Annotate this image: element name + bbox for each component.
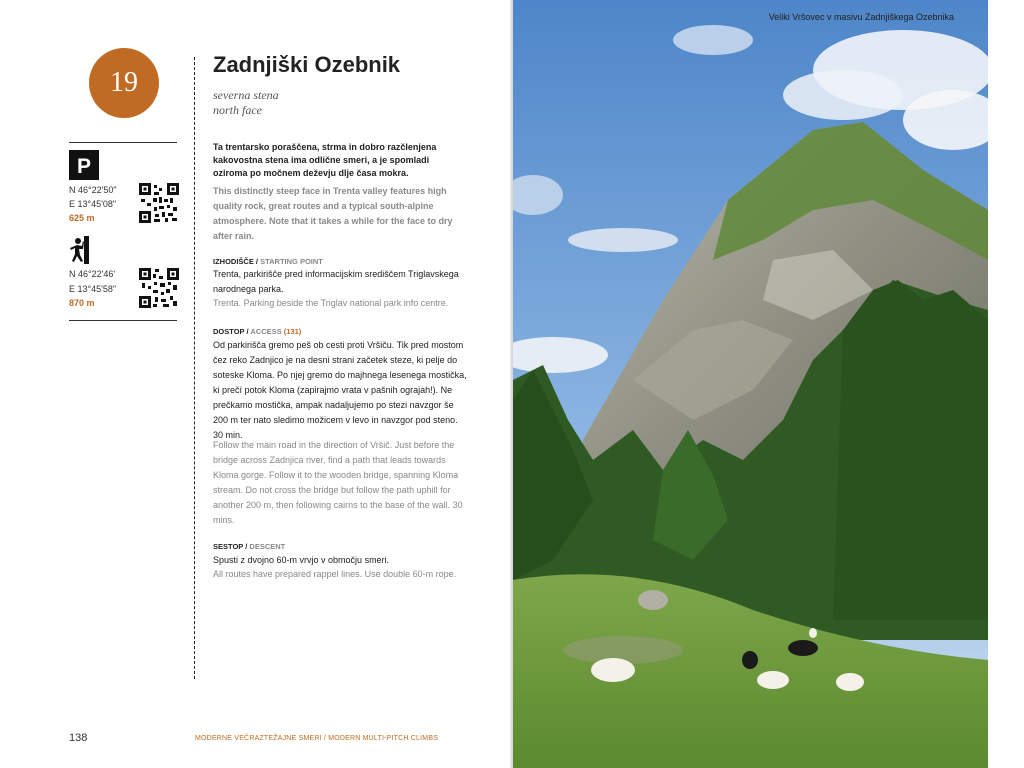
subtitle-sl: severna stena [213,88,279,102]
route-title: Zadnjiški Ozebnik [213,52,401,77]
access-heading-en: ACCESS [248,327,284,336]
access-heading [213,327,301,336]
descent-text-en: All routes have prepared rappel lines. Use double 60-m rope. [213,569,457,579]
footer-section [195,735,438,742]
climb-longitude: E 13°45'58" [69,284,117,294]
climb-latitude: N 46°22'46' [69,269,116,279]
parking-icon [69,150,99,180]
climber-icon [69,236,89,264]
parking-altitude: 625 m [69,213,95,223]
parking-latitude: N 46°22'50" [69,185,117,195]
parking-longitude: E 13°45'08" [69,199,117,209]
divider-bottom [69,320,177,321]
footer-section-en: MODERN MULTI-PITCH CLIMBS [328,735,439,742]
route-number-badge: 19 [89,48,159,118]
starting-point-heading [213,257,323,266]
climb-altitude: 870 m [69,298,95,308]
starting-point-heading-en: STARTING POINT [258,257,323,266]
mountain-photo [513,0,988,768]
parking-label: P [76,155,92,178]
starting-point-text-en: Trenta. Parking beside the Triglav national park info centre. [213,298,449,308]
starting-point-heading-sl: IZHODIŠČE / [213,257,259,266]
vertical-dashed-divider [194,57,195,679]
access-text-sl: Od parkirišča gremo peš ob cesti proti Vršiču. Tik pred mostom čez reko Zadnjico je na desni strani začetek steze, ki pelje do soteske Kloma. Po njej gremo do majhnega lesenega mostička, ki prečí potok Kloma (zapirajmo vrata v pašnih ograjah!). Ne prečkamo mostička, ampak nadaljujemo po stezi navzgor še 200 m ter nato sledimo možicem v levo in navzgor pod steno. 30 min. [213,340,467,440]
intro-text-en: This distinctly steep face in Trenta valley features high quality rock, great routes and a typical south-alpine atmosphere. Note that it takes a while for the face to dry after rain. [213,186,453,241]
divider-top [69,142,177,143]
descent-heading-en: DESCENT [247,542,286,551]
descent-text-sl: Spusti z dvojno 60-m vrvjo v območju smeri. [213,555,390,565]
descent-heading-sl: SESTOP / [213,542,248,551]
descent-heading [213,542,285,551]
access-text-en: Follow the main road in the direction of Vršič. Just before the bridge across Zadnjica river, find a path that leads towards Kloma gorge. Follow it to the wooden bridge, spanning Kloma stream. Do not cross the bridge but follow the path uphill for another 200 m, then following cairns to the base of the wall. 30 mins. [213,440,463,525]
intro-text-sl: Ta trentarsko poraščena, strma in dobro razčlenjena kakovostna stena ima odlične smeri, a je spomladi oziroma po močnem deževju dlje časa mokra. [213,142,437,178]
starting-point-text-sl: Trenta, parkirišče pred informacijskim središčem Triglavskega narodnega parka. [213,269,459,294]
photo-page [513,0,988,768]
photo-caption: Veliki Vršovec v masivu Zadnjiškega Ozebnika [768,12,954,22]
access-heading-sl: DOSTOP / [213,327,249,336]
access-page-ref: (131) [283,327,302,336]
subtitle-en: north face [213,103,262,117]
parking-qr-code[interactable] [139,183,179,223]
page-number: 138 [69,732,88,744]
footer-separator: / [321,735,329,742]
footer-section-sl: MODERNE VEČRAZTEŽAJNE SMERI [195,735,322,742]
climb-qr-code[interactable] [139,268,179,308]
